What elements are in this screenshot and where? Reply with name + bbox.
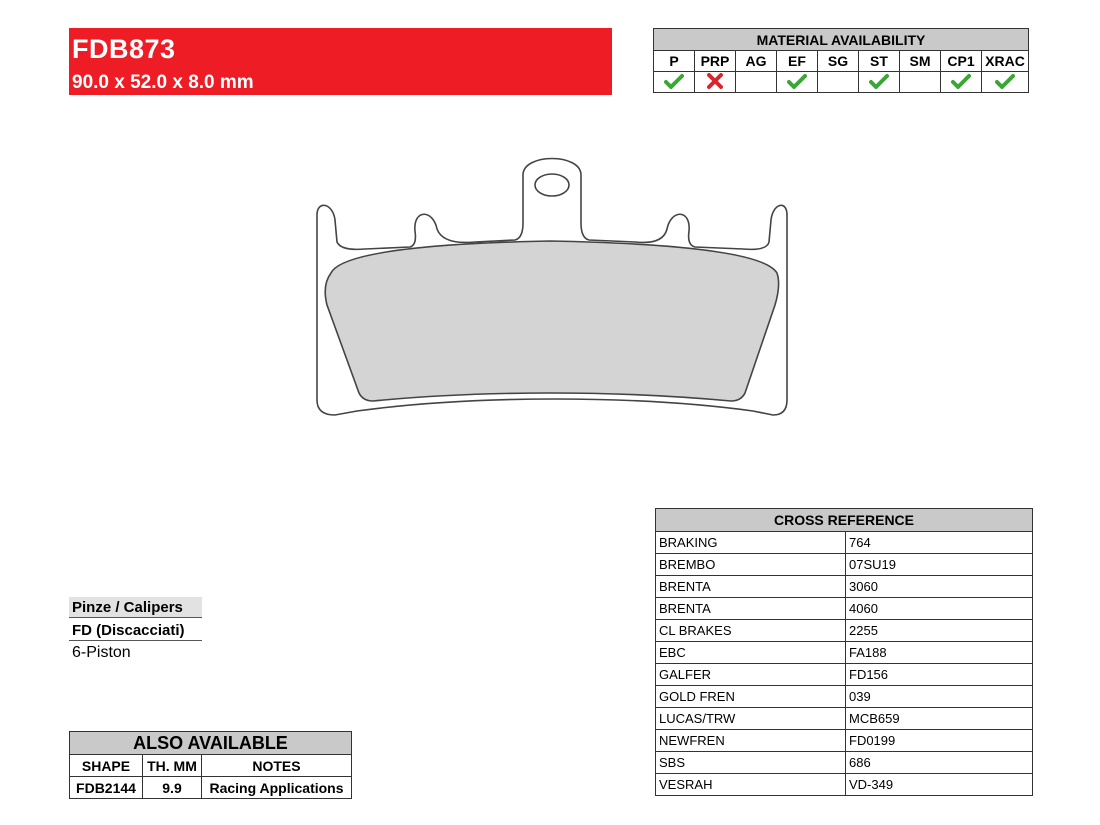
material-label-p: P [654, 51, 695, 72]
table-row [70, 777, 352, 799]
material-availability-table [653, 28, 1029, 93]
also-thickness-cell: 9.9 [143, 777, 202, 799]
cross-reference-brand: NEWFREN [656, 730, 846, 752]
table-row [656, 664, 1033, 686]
cross-reference-code: 3060 [846, 576, 1033, 598]
cross-reference-brand: GOLD FREN [656, 686, 846, 708]
material-status-cell [818, 72, 859, 93]
cross-reference-table [655, 508, 1033, 796]
cross-reference-code: 2255 [846, 620, 1033, 642]
cross-reference-body [656, 532, 1033, 796]
material-label-xrac: XRAC [982, 51, 1029, 72]
check-icon [995, 73, 1015, 89]
cross-reference-code: 4060 [846, 598, 1033, 620]
material-status-cell [900, 72, 941, 93]
cross-reference-brand: EBC [656, 642, 846, 664]
calipers-title: Pinze / Calipers [69, 597, 202, 618]
check-icon [787, 73, 807, 89]
check-icon [951, 73, 971, 89]
table-row [656, 708, 1033, 730]
cross-reference-code: FA188 [846, 642, 1033, 664]
table-row [656, 774, 1033, 796]
cross-reference-brand: SBS [656, 752, 846, 774]
table-row [656, 598, 1033, 620]
also-col-thickness: TH. MM [143, 755, 202, 777]
cross-reference-code: 686 [846, 752, 1033, 774]
table-row [656, 620, 1033, 642]
also-shape-cell: FDB2144 [70, 777, 143, 799]
table-row [656, 642, 1033, 664]
material-status-cell [777, 72, 818, 93]
also-available-table [69, 731, 352, 799]
table-row [656, 554, 1033, 576]
cross-reference-code: 764 [846, 532, 1033, 554]
material-label-sm: SM [900, 51, 941, 72]
cross-reference-brand: VESRAH [656, 774, 846, 796]
material-status-cell [736, 72, 777, 93]
material-status-cell [941, 72, 982, 93]
also-notes-cell: Racing Applications [202, 777, 352, 799]
table-row [656, 686, 1033, 708]
cross-reference-title: CROSS REFERENCE [656, 509, 1033, 532]
cross-reference-brand: BRENTA [656, 598, 846, 620]
material-label-prp: PRP [695, 51, 736, 72]
cross-reference-brand: BRENTA [656, 576, 846, 598]
caliper-type: FD (Discacciati) [69, 620, 202, 641]
cross-icon [706, 73, 724, 89]
product-code: FDB873 [72, 34, 176, 64]
material-label-sg: SG [818, 51, 859, 72]
cross-reference-code: FD156 [846, 664, 1033, 686]
table-row [656, 730, 1033, 752]
material-status-cell [695, 72, 736, 93]
check-icon [664, 73, 684, 89]
material-label-st: ST [859, 51, 900, 72]
product-header [69, 28, 612, 95]
brake-pad-icon [325, 241, 778, 401]
product-dimensions: 90.0 x 52.0 x 8.0 mm [72, 72, 254, 93]
cross-reference-brand: LUCAS/TRW [656, 708, 846, 730]
cross-reference-brand: GALFER [656, 664, 846, 686]
pad-mounting-hole [535, 174, 569, 196]
table-row [656, 576, 1033, 598]
material-availability-title: MATERIAL AVAILABILITY [654, 29, 1029, 51]
caliper-note: 6-Piston [72, 644, 131, 661]
also-available-title: ALSO AVAILABLE [70, 732, 352, 755]
material-status-cell [654, 72, 695, 93]
material-label-ef: EF [777, 51, 818, 72]
cross-reference-code: 07SU19 [846, 554, 1033, 576]
also-col-notes: NOTES [202, 755, 352, 777]
material-status-cell [859, 72, 900, 93]
also-col-shape: SHAPE [70, 755, 143, 777]
cross-reference-code: MCB659 [846, 708, 1033, 730]
cross-reference-code: FD0199 [846, 730, 1033, 752]
cross-reference-code: VD-349 [846, 774, 1033, 796]
cross-reference-brand: BRAKING [656, 532, 846, 554]
table-row [656, 532, 1033, 554]
cross-reference-brand: BREMBO [656, 554, 846, 576]
material-status-row [654, 72, 1029, 93]
material-label-cp1: CP1 [941, 51, 982, 72]
cross-reference-code: 039 [846, 686, 1033, 708]
material-label-ag: AG [736, 51, 777, 72]
check-icon [869, 73, 889, 89]
material-status-cell [982, 72, 1029, 93]
brake-pad-drawing [305, 145, 795, 425]
cross-reference-brand: CL BRAKES [656, 620, 846, 642]
table-row [656, 752, 1033, 774]
